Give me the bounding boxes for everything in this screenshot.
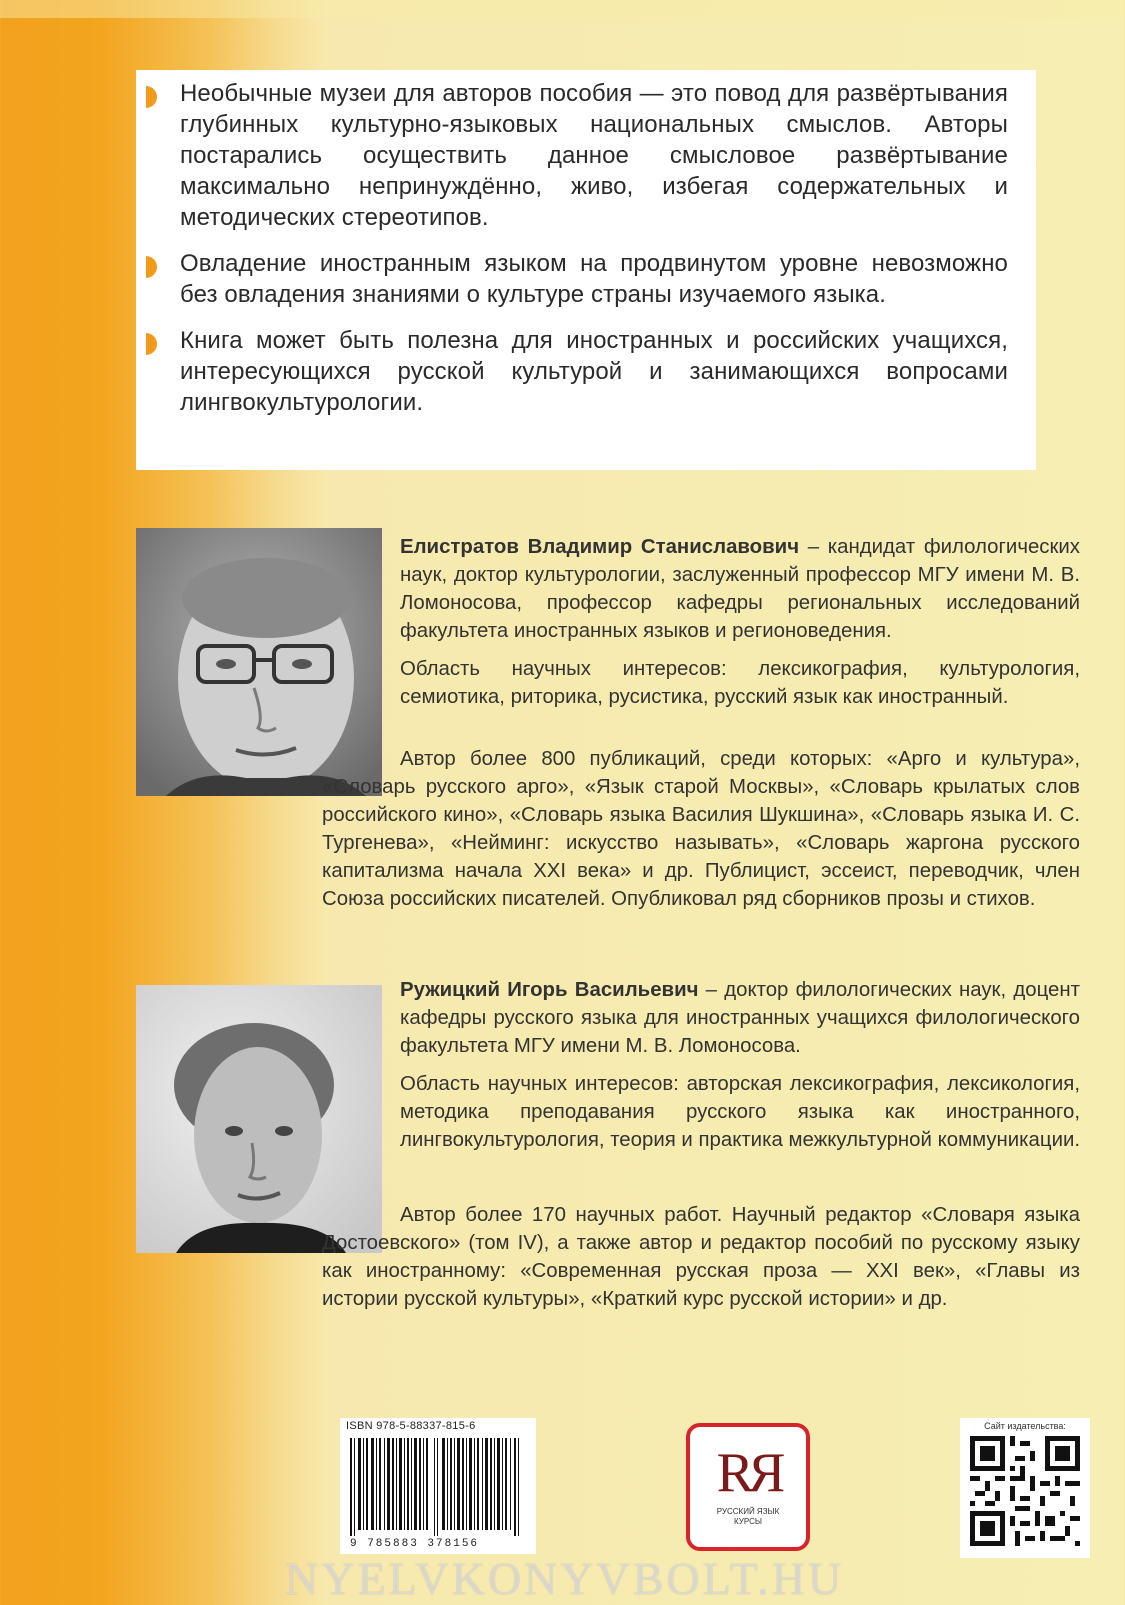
qr-code-icon[interactable] [970,1436,1080,1546]
intro-text-3: Книга может быть полезна для иностранных и российских учащихся, интересующихся русской культурой и занимающихся вопросами лингвокультурологии. [180,327,1008,416]
bullet-icon [146,86,157,108]
author-role: – кандидат филологических наук, доктор культурологии, заслуженный профессор МГУ имени М. В. Ломоносова, профессор кафедры региональных исследований факультета иностранных языков и регионоведения. [400,536,1080,642]
watermark: NYELVKONYVBOLT.HU [285,1553,845,1604]
isbn-barcode-box [340,1418,536,1554]
qr-code-box [960,1418,1090,1558]
isbn-label: ISBN 978-5-88337-815-6 [346,1420,476,1432]
author-works: Автор более 800 публикаций, среди которых: «Арго и культура», «Словарь русского арго», «Язык старой Москвы», «Словарь крылатых слов российского кино», «Словарь языка Василия Шукшина», «Словарь языка И. С. Тургенева», «Нейминг: искусство называть», «Словарь жаргона русского капитализма начала XXI века» и др. Публицист, эссеист, переводчик, член Союза российских писателей. Опубликовал ряд сборников прозы и стихов. [322,748,1080,910]
author-intro [400,976,1080,1060]
intro-text-2: Овладение иностранным языком на продвинутом уровне невозможно без овладения знаниями о культуре страны изучаемого языка. [180,250,1008,308]
logo-caption [690,1507,806,1527]
author-works-ruzhitsky [322,1201,1080,1323]
author-works-elistratov [322,745,1080,923]
author-bio-ruzhitsky [400,976,1080,1164]
barcode-digits: 9 785883 378156 [350,1538,480,1550]
publisher-logo [686,1423,810,1551]
author-role: – доктор филологических наук, доцент кафедры русского языка для иностранных учащихся филологического факультета МГУ имени М. В. Ломоносова. [400,979,1080,1057]
logo-caption-line2: КУРСЫ [734,1517,762,1526]
intro-paragraph-3 [180,325,1008,418]
logo-caption-line1: РУССКИЙ ЯЗЫК [716,1507,780,1516]
qr-label: Сайт издательства: [984,1421,1066,1431]
author-name: Ружицкий Игорь Васильевич [400,979,699,1001]
intro-box [136,70,1036,470]
author-interests: Область научных интересов: авторская лексикография, лексикология, методика преподавания русского языка как иностранного, лингвокультурология, теория и практика межкультурной коммуникации. [400,1073,1081,1151]
logo-letters: RЯ [716,1442,780,1504]
bullet-icon [146,333,157,355]
author-works: Автор более 170 научных работ. Научный редактор «Словаря языка Достоевского» (том IV), а также автор и редактор пособий по русскому языку как иностранному: «Современная русская проза — XXI век», «Главы из истории русской культуры», «Краткий курс русской истории» и др. [322,1204,1080,1310]
author-intro [400,533,1080,645]
intro-paragraph-2 [180,248,1008,310]
author-bio-elistratov [400,533,1080,721]
author-name: Елистратов Владимир Станиславович [400,536,800,558]
author-interests: Область научных интересов: лексикография, культурология, семиотика, риторика, русистика, русский язык как иностранный. [400,658,1080,708]
top-stripe [0,0,1125,18]
intro-text-1: Необычные музеи для авторов пособия — это повод для развёртывания глубинных культурно-языковых национальных смыслов. Авторы постарались осуществить данное смысловое развёртывание максимально непринуждённо, живо, избегая содержательных и методических стереотипов. [180,80,1008,231]
bullet-icon [146,256,157,278]
barcode-icon [350,1438,526,1536]
intro-paragraph-1 [180,78,1008,233]
